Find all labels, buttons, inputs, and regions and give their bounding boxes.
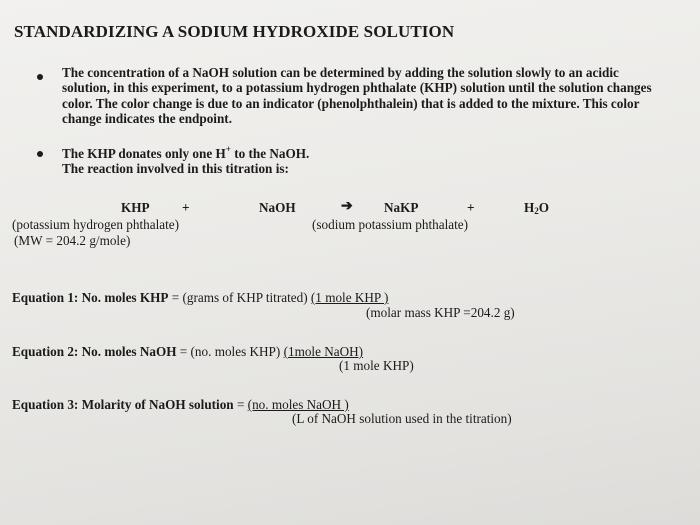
fraction-denominator: (1 mole KHP) xyxy=(339,358,414,373)
equation-1: Equation 1: No. moles KHP = (grams of KHP titrated) (1 mole KHP ) xyxy=(12,290,389,305)
khp-molecular-weight: (MW = 204.2 g/mole) xyxy=(14,233,131,248)
reactant-naoh: NaOH xyxy=(259,200,296,215)
text-line: color. The color change is due to an indicator (phenolphthalein) that is added to the mixture. This color xyxy=(62,95,640,111)
bullet-dot xyxy=(37,74,43,80)
equation-3: Equation 3: Molarity of NaOH solution = (no. moles NaOH ) xyxy=(12,397,349,412)
text-line: change indicates the endpoint. xyxy=(62,111,232,127)
product-nakp: NaKP xyxy=(384,200,419,215)
fraction-numerator: (1mole NaOH) xyxy=(283,344,364,359)
reactant-khp: KHP xyxy=(121,200,150,215)
text-line: The concentration of a NaOH solution can be determined by adding the solution slowly to an acidic xyxy=(62,65,619,80)
bullet-paragraph-1 xyxy=(62,65,698,127)
plus-sign: + xyxy=(182,200,190,215)
text-line: The KHP donates only one H+ to the NaOH. xyxy=(62,144,310,161)
superscript-plus: + xyxy=(225,144,231,154)
fraction-denominator: (L of NaOH solution used in the titration) xyxy=(292,411,512,426)
plus-sign: + xyxy=(467,200,475,215)
bullet-paragraph-2 xyxy=(62,142,662,177)
fraction-denominator: (molar mass KHP =204.2 g) xyxy=(366,305,515,320)
equation-2: Equation 2: No. moles NaOH = (no. moles KHP) (1mole NaOH) xyxy=(12,344,364,359)
text-line: solution, in this experiment, to a potassium hydrogen phthalate (KHP) solution until the solution changes xyxy=(62,80,652,96)
text-line: The reaction involved in this titration is: xyxy=(62,161,289,177)
page-title: STANDARDIZING A SODIUM HYDROXIDE SOLUTION xyxy=(14,22,455,41)
reaction-arrow-icon: ➔ xyxy=(341,199,353,214)
khp-name: (potassium hydrogen phthalate) xyxy=(12,217,180,232)
fraction-numerator: (no. moles NaOH ) xyxy=(247,397,349,412)
product-h2o: $H_2O$ xyxy=(524,200,550,216)
bullet-dot xyxy=(37,151,43,157)
fraction-numerator: (1 mole KHP ) xyxy=(310,290,389,305)
nakp-name: (sodium potassium phthalate) xyxy=(312,217,469,232)
